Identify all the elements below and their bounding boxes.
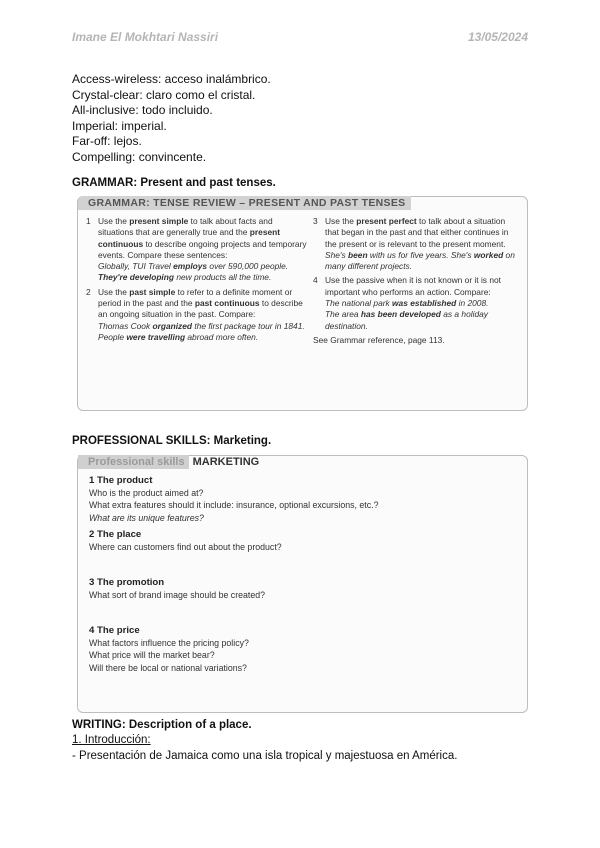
- grammar-item: 4 Use the passive when it is not known or it is not important who performs an action. Compare: The national park was established in 2008. The area has been developed as a holiday destination.: [313, 275, 501, 331]
- writing-heading: WRITING: Description of a place.: [72, 719, 252, 731]
- marketing-section: 3 The promotion What sort of brand image should be created?: [89, 577, 266, 601]
- document-date: 13/05/2024: [467, 30, 528, 44]
- author-name: Imane El Mokhtari Nassiri: [72, 30, 219, 44]
- writing-bullet: - Presentación de Jamaica como una isla tropical y majestuosa en América.: [72, 750, 458, 762]
- vocab-item: All-inclusive: todo incluido.: [72, 103, 213, 117]
- grammar-heading: GRAMMAR: Present and past tenses.: [72, 177, 276, 189]
- vocab-item: Imperial: imperial.: [72, 118, 167, 133]
- grammar-reference: See Grammar reference, page 113.: [313, 334, 445, 345]
- vocab-item: Access-wireless: acceso inalámbrico.: [72, 72, 271, 86]
- marketing-section: 2 The place Where can customers find out about the product?: [89, 529, 282, 553]
- professional-heading: PROFESSIONAL SKILLS: Marketing.: [72, 435, 272, 447]
- grammar-item: 1 Use the present simple to talk about facts and situations that are generally true and the present continuous to describe ongoing projects and temporary events. Compare these sentences: Globally, TUI Travel employs over 590,000 people. They're developing new products all the time.: [86, 216, 307, 283]
- writing-intro-label: 1. Introducción:: [72, 734, 151, 746]
- marketing-section: 4 The price What factors influence the pricing policy? What price will the market bear? Will there be local or national variations?: [89, 625, 249, 673]
- grammar-box: [77, 196, 528, 411]
- grammar-item: 2 Use the past simple to refer to a definite moment or period in the past and the past continuous to describe an ongoing situation in the past. Compare: Thomas Cook organized the first package tour in 1841. People were travelling abroad more often.: [86, 286, 305, 342]
- vocab-item: Far-off: lejos.: [72, 134, 142, 148]
- marketing-section: 1 The product Who is the product aimed at? What extra features should it include: insurance, optional excursions, etc.? What are its unique features?: [89, 475, 379, 523]
- vocab-item: Compelling: convincente.: [72, 149, 207, 164]
- marketing-box-title: Professional skills MARKETING: [78, 455, 326, 469]
- vocab-item: Crystal-clear: claro como el cristal.: [72, 87, 256, 102]
- grammar-box-title: GRAMMAR: TENSE REVIEW – PRESENT AND PAST TENSES: [78, 196, 411, 210]
- vocabulary-list: [72, 72, 528, 165]
- marketing-box: [77, 455, 528, 713]
- grammar-left-column: [86, 216, 308, 346]
- grammar-item: 3 Use the present perfect to talk about a situation that began in the past and that either continues in the present or is relevant to the present moment. She's been with us for five years. She's worked on many different projects.: [313, 216, 515, 272]
- page-header: [72, 30, 528, 46]
- grammar-right-column: [313, 216, 521, 346]
